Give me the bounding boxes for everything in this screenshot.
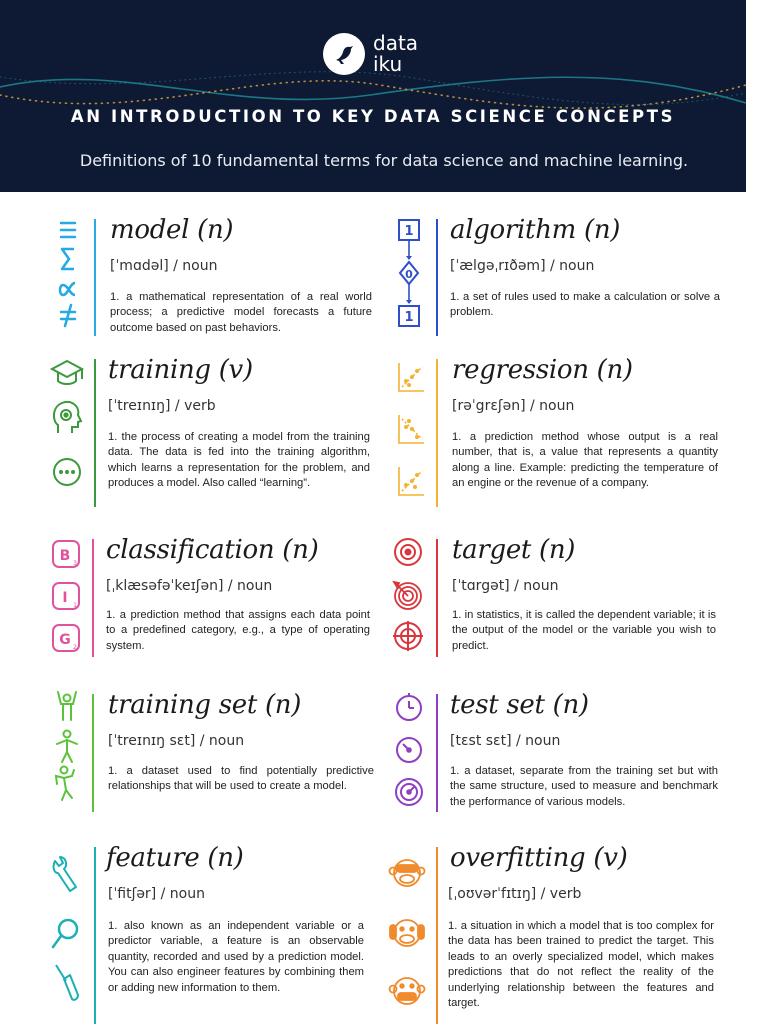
flowchart-icon	[396, 215, 422, 338]
term-definition: 1. a set of rules used to make a calculation or solve a problem.	[450, 291, 720, 319]
gauge-icon	[397, 738, 421, 762]
term-word: classification (n)	[106, 535, 319, 565]
screwdriver-icon	[56, 965, 78, 1000]
logo-line-1: data	[373, 31, 419, 55]
scatter-down-icon	[399, 415, 424, 443]
svg-text:2: 2	[73, 644, 77, 651]
feature-icons	[50, 843, 84, 1018]
svg-text:I: I	[62, 590, 68, 606]
speedometer-icon	[396, 779, 422, 805]
proportional-icon	[60, 283, 75, 295]
term-pronunciation: [ˈtreɪnɪŋ sɛt] / noun	[108, 733, 245, 749]
test-set-icons	[394, 690, 426, 815]
term-word: feature (n)	[106, 843, 244, 873]
monkey-hear-no-evil-icon	[390, 920, 424, 946]
term-pronunciation: [ˈtɑrgət] / noun	[452, 578, 559, 594]
term-definition: 1. a prediction method whose output is a real number, that is, a value that represents a quantity along a line. Example: predicting the temperature of an engine or the revenue of a company.	[452, 431, 718, 490]
term-definition: 1. in statistics, it is called the dependent variable; it is the output of the model or the variable you wish to predict.	[452, 609, 716, 652]
term-definition: 1. a dataset used to find potentially predictive relationships that will be used to create a model.	[108, 765, 374, 793]
training-set-icons	[52, 690, 82, 815]
term-overfitting	[388, 843, 726, 1024]
term-word: training set (n)	[108, 690, 302, 720]
monkey-speak-no-evil-icon	[390, 978, 425, 1004]
classification-icons	[50, 535, 84, 662]
page-subtitle: Definitions of 10 fundamental terms for data science and machine learning.	[79, 151, 689, 170]
term-definition: 1. also known as an independent variable or a predictor variable, a feature is an observable quantity, recorded and used by a prediction model. You can also engineer features by combining them or adding new information to them.	[108, 920, 364, 994]
arrow-target-icon	[394, 582, 421, 609]
term-word: model (n)	[110, 215, 234, 245]
term-definition: 1. a situation in which a model that is too complex for the data has been trained to predict the target. This leads to an overly specialized model, which makes predictions that do not reflect the reality of the underlying relationship between the features and target.	[448, 920, 714, 1010]
term-pronunciation: [rəˈgrɛʃən] / noun	[452, 398, 575, 414]
class-g-icon	[53, 625, 79, 651]
term-pronunciation: [ˌklæsəfəˈkeɪʃən] / noun	[106, 578, 273, 594]
term-pronunciation: [ˈfitʃər] / noun	[108, 886, 205, 902]
term-training-set	[52, 690, 376, 815]
term-word: test set (n)	[450, 690, 589, 720]
magnifier-icon	[53, 920, 77, 947]
term-word: training (v)	[108, 355, 253, 385]
regression-icons	[396, 355, 426, 505]
crosshair-icon	[393, 621, 423, 651]
scatter-up-icon	[399, 467, 424, 495]
target-icons	[392, 535, 426, 662]
person-standing-icon	[57, 731, 77, 763]
term-pronunciation: [ˈmɑdəl] / noun	[110, 258, 218, 274]
bird-icon	[323, 33, 365, 75]
term-training	[50, 355, 376, 510]
model-icons	[56, 215, 80, 340]
equals-icon	[61, 223, 75, 237]
term-pronunciation: [ˈælgəˌrɪðəm] / noun	[450, 258, 595, 274]
term-regression	[396, 355, 726, 510]
page-title: AN INTRODUCTION TO KEY DATA SCIENCE CONCEPTS	[70, 107, 676, 126]
term-pronunciation: [ˌoʊvərˈfɪtɪŋ] / verb	[448, 886, 582, 902]
term-word: target (n)	[452, 535, 576, 565]
overfitting-icons	[388, 843, 426, 1018]
graduation-cap-icon	[52, 361, 82, 384]
class-i-icon	[53, 583, 79, 609]
term-test-set	[394, 690, 726, 815]
ellipsis-icon	[54, 459, 80, 485]
dataiku-logo	[323, 33, 418, 75]
term-feature	[50, 843, 376, 1024]
term-word: algorithm (n)	[450, 215, 621, 245]
svg-text:3: 3	[73, 560, 77, 567]
term-model	[56, 215, 376, 340]
sigma-icon	[62, 249, 74, 269]
svg-text:1: 1	[73, 602, 77, 609]
svg-text:0: 0	[405, 268, 413, 281]
term-pronunciation: [tɛst sɛt] / noun	[450, 733, 561, 749]
term-algorithm	[396, 215, 726, 340]
wrench-icon	[54, 857, 76, 891]
term-definition: 1. a dataset, separate from the training set but with the same structure, used to measure and benchmark the performance of various models.	[450, 765, 718, 808]
training-icons	[50, 355, 86, 500]
term-pronunciation: [ˈtreɪnɪŋ] / verb	[108, 398, 216, 414]
head-gear-icon	[54, 402, 81, 433]
person-arms-up-icon	[58, 692, 76, 720]
term-definition: 1. a mathematical representation of a real world process; a predictive model forecasts a future outcome based on past behaviors.	[110, 291, 372, 334]
term-definition: 1. a prediction method that assigns each data point to a predefined category, e.g., a type of operating system.	[106, 609, 370, 652]
person-flexing-icon	[56, 767, 74, 801]
monkey-see-no-evil-icon	[390, 860, 425, 886]
stopwatch-icon	[397, 693, 421, 720]
not-equal-icon	[61, 305, 75, 326]
term-word: regression (n)	[452, 355, 633, 385]
term-classification	[50, 535, 376, 660]
svg-text:B: B	[59, 548, 71, 564]
scatter-up-icon	[399, 363, 424, 391]
bullseye-icon	[395, 539, 421, 565]
term-word: overfitting (v)	[450, 843, 628, 873]
term-definition: 1. the process of creating a model from the training data. The data is fed into the training algorithm, which learns a representation for the problem, and produces a model. Also called “learning”.	[108, 431, 370, 490]
class-b-icon	[53, 541, 79, 567]
logo-line-2: iku	[373, 52, 403, 76]
svg-text:1: 1	[404, 224, 414, 239]
term-target	[392, 535, 726, 660]
svg-text:G: G	[59, 632, 71, 648]
svg-text:1: 1	[404, 310, 414, 325]
